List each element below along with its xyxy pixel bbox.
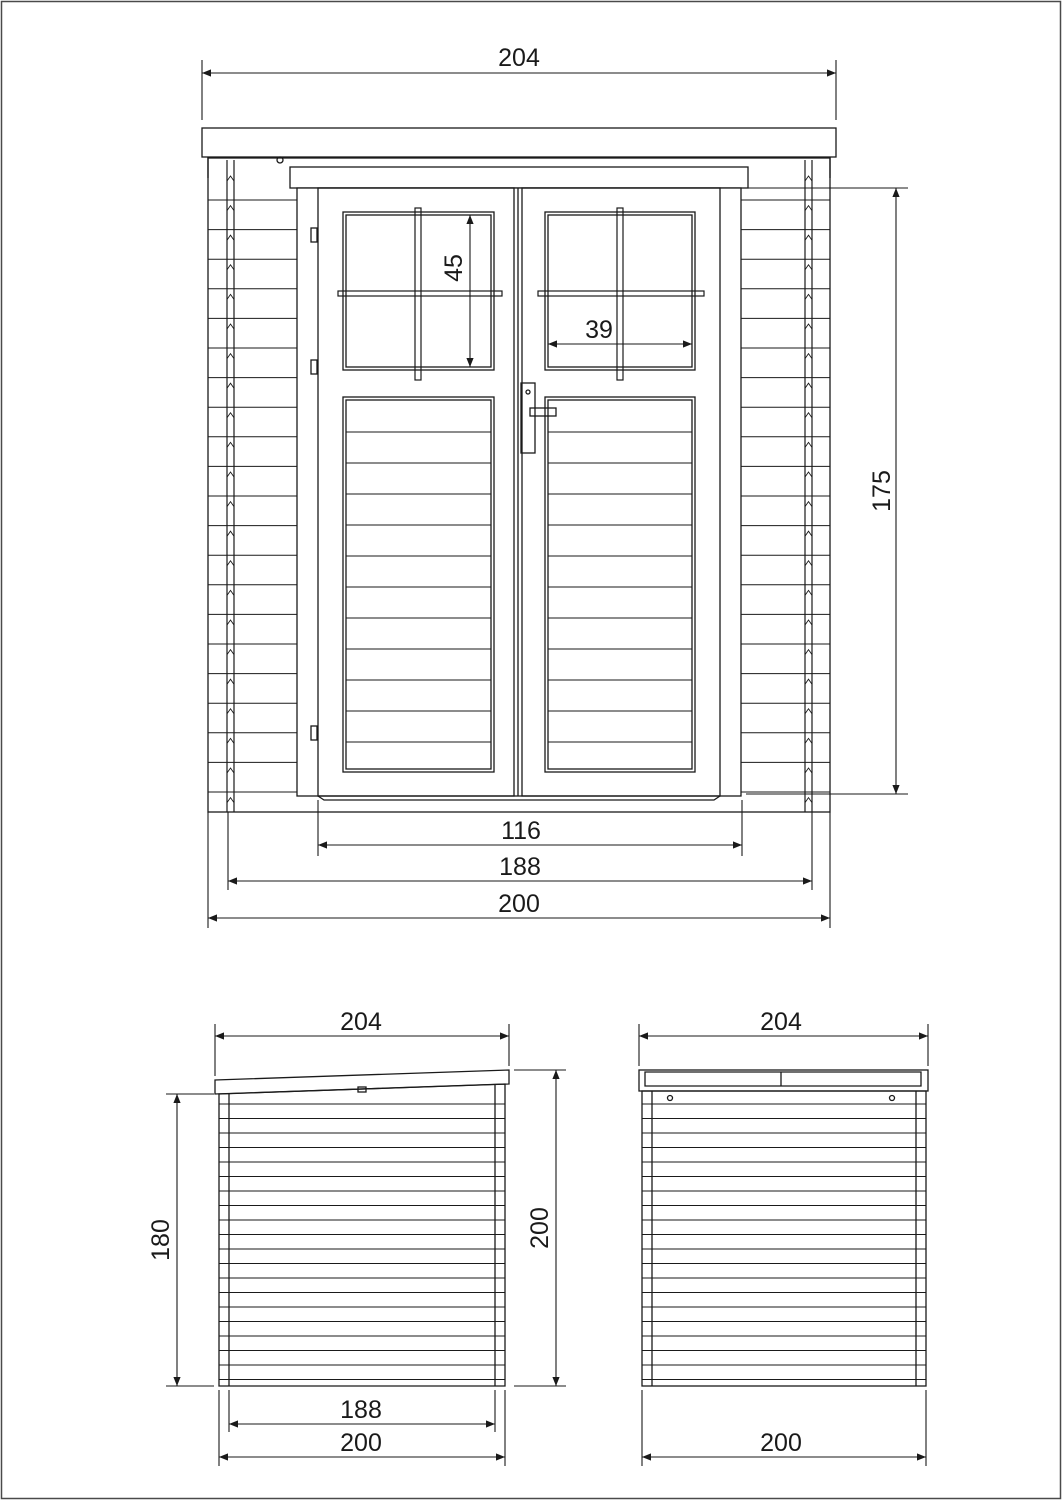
back-wall-planks — [642, 1104, 926, 1380]
post-notch — [227, 324, 234, 329]
side-view — [215, 1070, 509, 1386]
post-notch — [805, 709, 812, 714]
post-notch — [805, 798, 812, 803]
post-notch — [227, 472, 234, 477]
post-notch — [227, 531, 234, 536]
post-notch — [227, 738, 234, 743]
post-notch — [805, 354, 812, 359]
post-notch — [805, 324, 812, 329]
post-notch — [227, 442, 234, 447]
post-notch — [805, 590, 812, 595]
post-notch — [227, 235, 234, 240]
label-side-top-width: 204 — [340, 1008, 382, 1036]
label-back-top-width: 204 — [760, 1008, 802, 1036]
post-notch — [805, 650, 812, 655]
back-dimensions — [639, 1024, 928, 1466]
label-window-height: 45 — [440, 254, 468, 282]
post-notch — [227, 413, 234, 418]
door-frame — [297, 188, 741, 796]
label-door-width: 116 — [501, 817, 541, 845]
post-notch — [805, 206, 812, 211]
post-notch — [227, 176, 234, 181]
post-notch — [805, 265, 812, 270]
post-notch — [805, 768, 812, 773]
post-notch — [227, 354, 234, 359]
post-notch — [227, 206, 234, 211]
label-side-base-width: 200 — [340, 1429, 382, 1457]
label-side-front-height: 180 — [147, 1219, 175, 1261]
post-notch — [227, 709, 234, 714]
post-notch — [805, 442, 812, 447]
post-notch — [805, 738, 812, 743]
post-notch — [805, 561, 812, 566]
back-bolt-right — [890, 1096, 895, 1101]
label-side-inner-width: 188 — [340, 1396, 382, 1424]
label-front-inner-width: 188 — [499, 853, 541, 881]
post-notch — [227, 294, 234, 299]
post-notch — [227, 768, 234, 773]
post-notch — [227, 679, 234, 684]
side-wall-planks — [219, 1104, 505, 1380]
post-notch — [805, 294, 812, 299]
label-front-base-width: 200 — [498, 890, 540, 918]
back-wall — [642, 1091, 926, 1386]
label-side-back-height: 200 — [526, 1207, 554, 1249]
front-roof-board — [202, 128, 836, 157]
post-notch — [227, 383, 234, 388]
side-roof — [215, 1070, 509, 1094]
back-roof — [639, 1070, 928, 1091]
post-notch — [805, 620, 812, 625]
post-notch — [227, 798, 234, 803]
post-notch — [227, 502, 234, 507]
label-back-base-width: 200 — [760, 1429, 802, 1457]
door-header-trim — [290, 167, 748, 188]
post-notch — [805, 383, 812, 388]
post-notch — [805, 531, 812, 536]
label-window-width: 39 — [585, 316, 613, 344]
back-view — [639, 1070, 928, 1386]
back-roof-trim — [645, 1072, 921, 1086]
post-notch — [805, 413, 812, 418]
front-view — [202, 128, 836, 812]
post-notch — [805, 472, 812, 477]
back-bolt-left — [668, 1096, 673, 1101]
post-notch — [805, 679, 812, 684]
post-notch — [227, 265, 234, 270]
post-notch — [805, 176, 812, 181]
label-front-total-width: 204 — [498, 44, 540, 72]
post-notch — [227, 620, 234, 625]
post-notch — [227, 650, 234, 655]
post-notch — [227, 590, 234, 595]
post-notch — [805, 235, 812, 240]
label-front-height: 175 — [868, 470, 896, 512]
post-notch — [227, 561, 234, 566]
post-notch — [805, 502, 812, 507]
